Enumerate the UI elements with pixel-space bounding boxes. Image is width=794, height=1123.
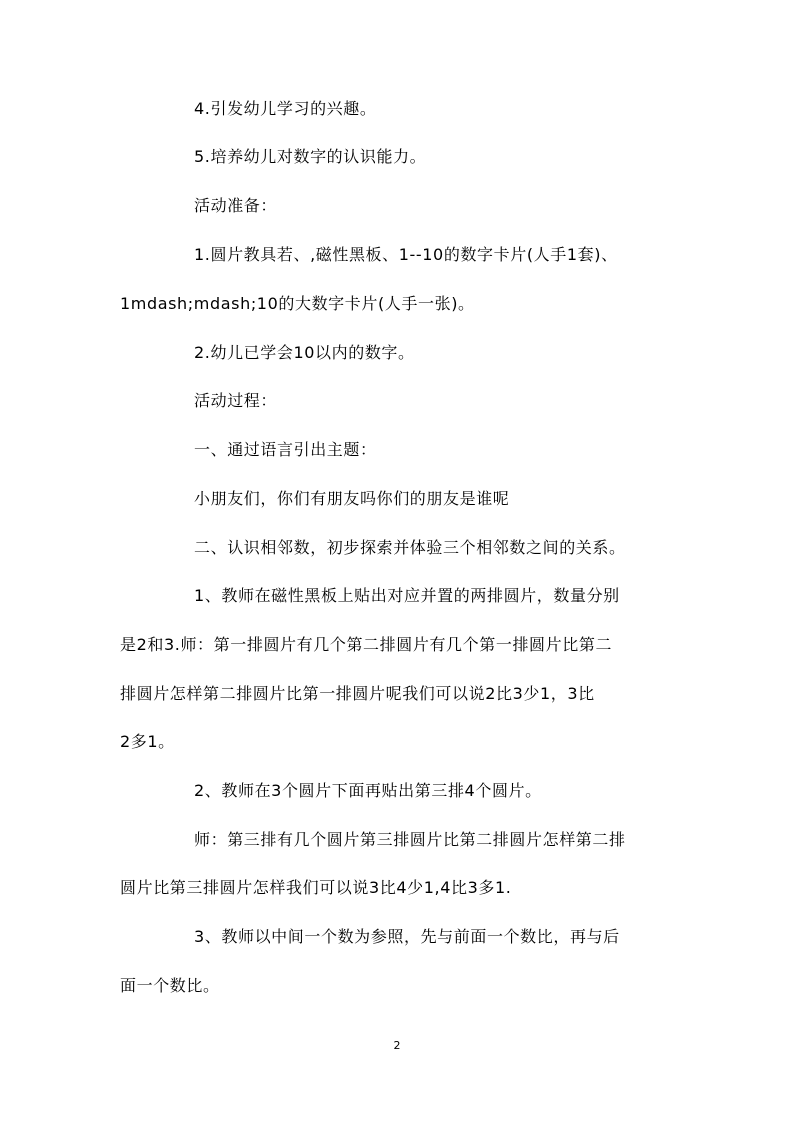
paragraph-line: 1.圆片教具若、,磁性黑板、1--10的数字卡片(人手1套)、: [194, 245, 618, 264]
paragraph-line: 排圆片怎样第二排圆片比第一排圆片呢我们可以说2比3少1，3比: [120, 684, 595, 703]
section-heading: 活动过程：: [194, 391, 278, 410]
paragraph-line: 4.引发幼儿学习的兴趣。: [194, 99, 377, 118]
paragraph-line: 圆片比第三排圆片怎样我们可以说3比4少1,4比3多1.: [120, 878, 512, 897]
paragraph-line: 面一个数比。: [120, 976, 220, 995]
paragraph-line: 是2和3.师：第一排圆片有几个第二排圆片有几个第一排圆片比第二: [120, 635, 613, 654]
page-number: 2: [393, 1039, 401, 1052]
paragraph-line: 一、通过语言引出主题：: [194, 440, 377, 459]
paragraph-line: 5.培养幼儿对数字的认识能力。: [194, 147, 427, 166]
paragraph-line: 2.幼儿已学会10以内的数字。: [194, 343, 415, 362]
paragraph-line: 二、认识相邻数，初步探索并体验三个相邻数之间的关系。: [194, 538, 626, 557]
paragraph-line: 小朋友们，你们有朋友吗你们的朋友是谁呢: [194, 489, 510, 508]
paragraph-line: 1mdash;mdash;10的大数字卡片(人手一张)。: [120, 294, 475, 313]
paragraph-line: 2多1。: [120, 732, 175, 751]
paragraph-line: 3、教师以中间一个数为参照，先与前面一个数比，再与后: [194, 927, 620, 946]
paragraph-line: 1、教师在磁性黑板上贴出对应并置的两排圆片，数量分别: [194, 586, 620, 605]
paragraph-line: 师：第三排有几个圆片第三排圆片比第二排圆片怎样第二排: [194, 830, 626, 849]
section-heading: 活动准备：: [194, 196, 278, 215]
paragraph-line: 2、教师在3个圆片下面再贴出第三排4个圆片。: [194, 781, 542, 800]
